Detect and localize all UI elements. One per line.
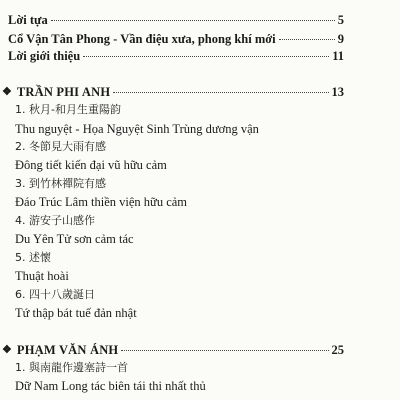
diamond-bullet-icon: ❖ [2, 86, 12, 98]
toc-entry-title: Lời giới thiệu [8, 49, 81, 63]
toc-entry-co-van-tan-phong[interactable] [8, 32, 344, 47]
section-title: TRẦN PHI ANH [16, 85, 111, 99]
dot-leader [83, 56, 329, 57]
toc-entry-page: 9 [337, 32, 344, 46]
toc-entry-preface[interactable] [8, 13, 344, 28]
dot-leader [121, 350, 328, 351]
poem-original-title: 1. 秋月-和月生重陽韵 [15, 103, 121, 116]
poem-transliteration: Thuật hoài [15, 269, 69, 283]
section-heading-tran-phi-anh[interactable] [2, 84, 344, 101]
toc-entry-page: 5 [337, 13, 344, 27]
dot-leader [279, 39, 335, 40]
dot-leader [113, 92, 328, 93]
toc-entry-introduction[interactable] [8, 49, 344, 64]
section-title: PHẠM VĂN ÁNH [16, 343, 119, 357]
dot-leader [51, 20, 335, 21]
poem-original-title: 5. 述懷 [15, 251, 51, 264]
poem-original-title: 6. 四十八歲誕日 [15, 288, 95, 301]
poem-original-title: 4. 游安子山感作 [15, 214, 95, 227]
toc-entry-title: Lời tựa [8, 13, 48, 27]
poem-original-title: 1. 與南龍作邊塞詩一首 [15, 361, 128, 374]
poem-original-title: 3. 到竹林禪院有感 [15, 177, 106, 190]
poem-transliteration: Thu nguyệt - Họa Nguyệt Sinh Trùng dương vận [15, 122, 259, 136]
poem-transliteration: Đông tiết kiến đại vũ hữu cảm [15, 158, 167, 172]
section-heading-pham-van-anh[interactable] [2, 342, 344, 359]
diamond-bullet-icon: ❖ [2, 344, 12, 356]
section-page: 25 [331, 343, 344, 357]
poem-transliteration: Dữ Nam Long tác biên tái thi nhất thủ [15, 379, 206, 393]
poem-transliteration: Đáo Trúc Lâm thiền viện hữu cảm [15, 195, 188, 209]
toc-entry-title: Cổ Vận Tân Phong - Vần điệu xưa, phong khí mới [8, 32, 276, 46]
toc-entry-page: 11 [332, 49, 344, 63]
poem-transliteration: Tứ thập bát tuế đản nhật [15, 306, 137, 320]
poem-transliteration: Du Yên Tử sơn cảm tác [15, 232, 134, 246]
poem-original-title: 2. 冬節見大雨有感 [15, 140, 106, 153]
section-page: 13 [331, 85, 344, 99]
